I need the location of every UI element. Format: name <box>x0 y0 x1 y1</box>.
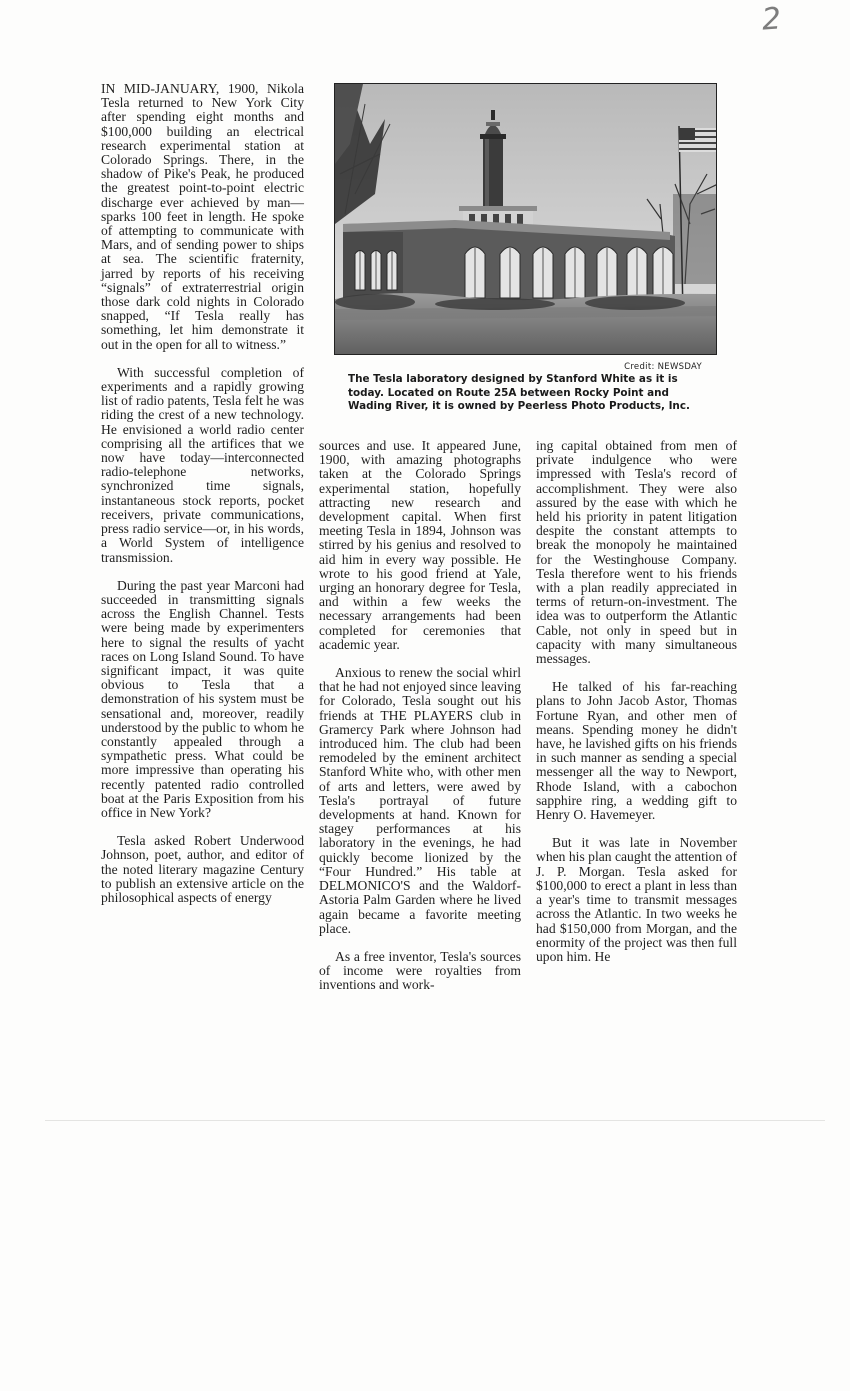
photo-credit: Credit: NEWSDAY <box>624 362 702 372</box>
paragraph: He talked of his far-reaching plans to John Jacob Astor, Thomas Fortune Ryan, and other men of means. Spending money he didn't have, he lavished gifts on his friends in such manner as sending a special messenger all the way to Newport, Rhode Island, with a cabochon sapphire ring, a wedding gift to Henry O. Havemeyer. <box>536 679 737 823</box>
paragraph: Anxious to renew the social whirl that he had not enjoyed since leaving for Colorado, Tesla sought out his friends at THE PLAYERS club in Gramercy Park where Johnson had introduced him. The club had been remodeled by the eminent architect Stanford White who, with other men of arts and letters, were awed by Tesla's portrayal of future developments at hand. Known for stagey performances at his laboratory in the evenings, he had quickly become lionized by the “Four Hundred.” His table at DELMONICO'S and the Waldorf-Astoria Palm Garden where he lived again became a favorite meeting place. <box>319 665 521 936</box>
paragraph: As a free inventor, Tesla's sources of income were royalties from inventions and work- <box>319 948 521 993</box>
article-column-2 <box>319 439 521 1007</box>
paragraph: IN MID-JANUARY, 1900, Nikola Tesla returned to New York City after spending eight months and $100,000 building an electrical research experimental station at Colorado Springs. There, in the shadow of Pike's Peak, he produced the greatest point-to-point electric discharge ever achieved by man—sparks 100 feet in length. He spoke of attempting to communicate with Mars, and of sending power to ships at sea. The scientific fraternity, jarred by reports of his receiving “signals” of extraterrestrial origin those dark cold nights in Colorado snapped, “If Tesla really has something, let him demonstrate it out in the open for all to witness.” <box>101 81 304 352</box>
paragraph: With successful completion of experiments and a rapidly growing list of radio patents, Tesla felt he was riding the crest of a new technology. He envisioned a world radio center comprising all the artifices that we now have today—interconnected radio-telephone networks, synchronized time signals, instantaneous stock reports, pocket receivers, private communications, press radio service—or, in his words, a World System of intelligence transmission. <box>101 364 304 565</box>
laboratory-photo <box>334 83 717 355</box>
paragraph: ing capital obtained from men of private indulgence who were impressed with Tesla's record of accomplishment. They were also assured by the ease with which he held his priority in patent litigation despite the constant attempts to break the monopoly he maintained for the Westinghouse Company. Tesla therefore went to his friends with a plan readily appreciated in terms of return-on-investment. The idea was to outperform the Atlantic Cable, not only in speed but in capacity with many simultaneous messages. <box>536 438 737 667</box>
paragraph: Tesla asked Robert Underwood Johnson, poet, author, and editor of the noted literary magazine Century to publish an extensive article on the philosophical aspects of energy <box>101 833 304 905</box>
article-column-3 <box>536 439 737 978</box>
article-column-1 <box>101 82 304 919</box>
laboratory-building-image <box>335 84 717 355</box>
handwritten-page-number: 2 <box>760 1 783 38</box>
paragraph: sources and use. It appeared June, 1900, with amazing photographs taken at the Colorado Springs experimental station, hopefully attracting new research and development capital. When first meeting Tesla in 1894, Johnson was stirred by his genius and resolved to aid him in every way possible. He wrote to his good friend at Yale, urging an honorary degree for Tesla, and within a few weeks the necessary arrangements had been completed for ceremonies that academic year. <box>319 438 521 652</box>
paragraph: During the past year Marconi had succeeded in transmitting signals across the English Channel. Tests were being made by experimenters here to signal the results of yacht races on Long Island Sound. To have significant impact, it was quite obvious to Tesla that a demonstration of his system must be sensational and, moreover, readily understood by the public to whom he constantly appealed through a sympathetic press. What could be more impressive than operating his recently patented radio controlled boat at the Paris Exposition from his office in New York? <box>101 577 304 820</box>
photo-caption: The Tesla laboratory designed by Stanford White as it is today. Located on Route 25A between Rocky Point and Wading River, it is owned by Peerless Photo Products, Inc. <box>348 373 690 413</box>
scan-fold-line <box>45 1120 825 1121</box>
paragraph: But it was late in November when his plan caught the attention of J. P. Morgan. Tesla asked for $100,000 to erect a plant in less than a year's time to transmit messages across the Atlantic. In two weeks he had $150,000 from Morgan, and the enormity of the project was then full upon him. He <box>536 835 737 964</box>
